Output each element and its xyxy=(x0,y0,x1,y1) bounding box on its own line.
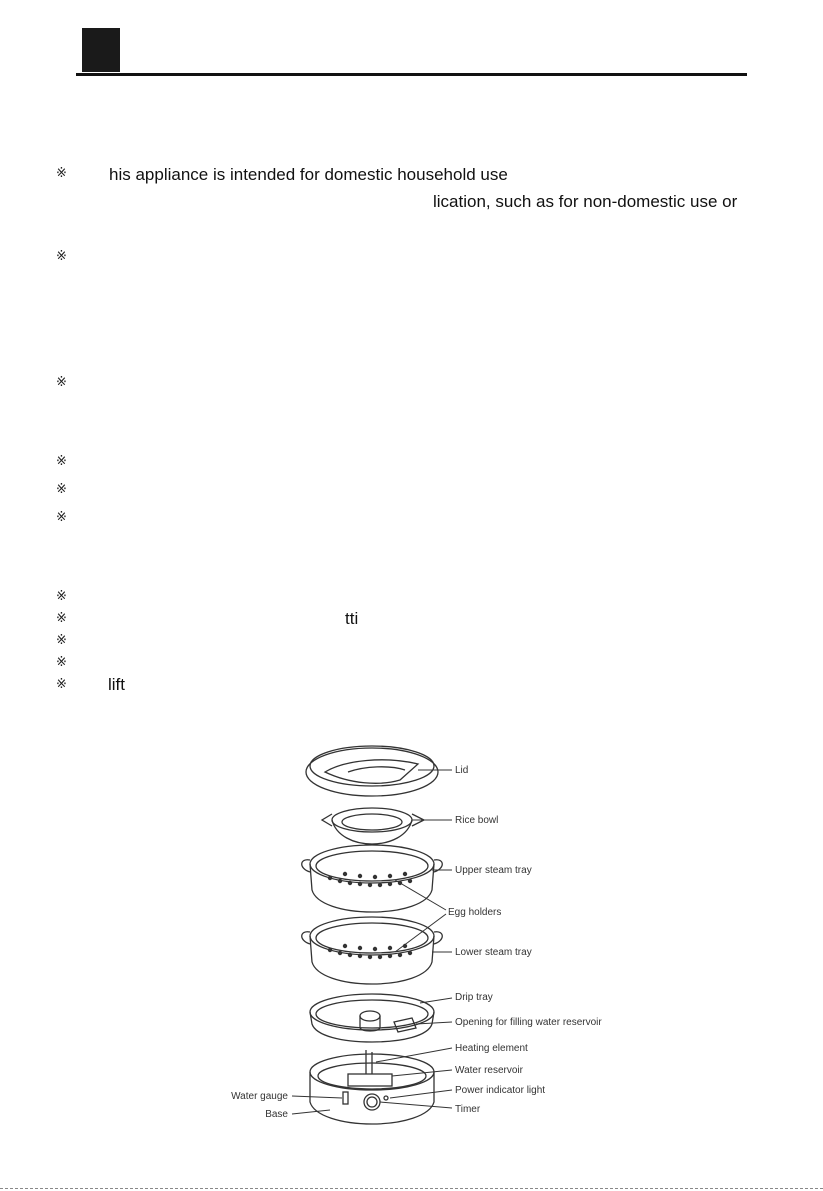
drip-tray-drawing xyxy=(310,994,434,1042)
footer-rule xyxy=(0,1188,823,1189)
bullet-mark: ※ xyxy=(56,374,67,389)
upper-steam-tray-drawing xyxy=(302,845,443,912)
bullet-mark: ※ xyxy=(56,509,67,524)
label-lower-steam-tray: Lower steam tray xyxy=(455,947,532,958)
bullet-mark: ※ xyxy=(56,588,67,603)
lid-drawing xyxy=(306,746,438,796)
bullet-mark: ※ xyxy=(56,654,67,669)
label-egg-holders: Egg holders xyxy=(448,907,502,918)
label-timer: Timer xyxy=(455,1104,481,1115)
bullet-mark: ※ xyxy=(56,676,67,691)
text-line-application: lication, such as for non-domestic use or xyxy=(433,192,738,211)
label-drip-tray: Drip tray xyxy=(455,992,493,1003)
lower-steam-tray-drawing xyxy=(302,917,443,984)
bullet-mark: ※ xyxy=(56,610,67,625)
label-upper-steam-tray: Upper steam tray xyxy=(455,865,532,876)
label-power-indicator: Power indicator light xyxy=(455,1085,546,1096)
text-fragment-lift: lift xyxy=(108,675,125,694)
label-heating-element: Heating element xyxy=(455,1043,528,1054)
bullet-mark: ※ xyxy=(56,248,67,263)
label-opening: Opening for filling water reservoir xyxy=(455,1017,602,1028)
text-line-domestic-use: his appliance is intended for domestic household use xyxy=(109,165,508,184)
label-rice-bowl: Rice bowl xyxy=(455,815,499,826)
label-water-reservoir: Water reservoir xyxy=(455,1065,523,1076)
rice-bowl-drawing xyxy=(322,808,424,844)
bullet-mark: ※ xyxy=(56,165,67,180)
label-water-gauge: Water gauge xyxy=(231,1091,288,1102)
text-fragment-tti: tti xyxy=(345,609,359,628)
base-drawing xyxy=(310,1050,434,1124)
bullet-mark: ※ xyxy=(56,481,67,496)
bullet-mark: ※ xyxy=(56,453,67,468)
label-lid: Lid xyxy=(455,765,469,776)
bullet-mark: ※ xyxy=(56,632,67,647)
label-base: Base xyxy=(265,1109,288,1120)
